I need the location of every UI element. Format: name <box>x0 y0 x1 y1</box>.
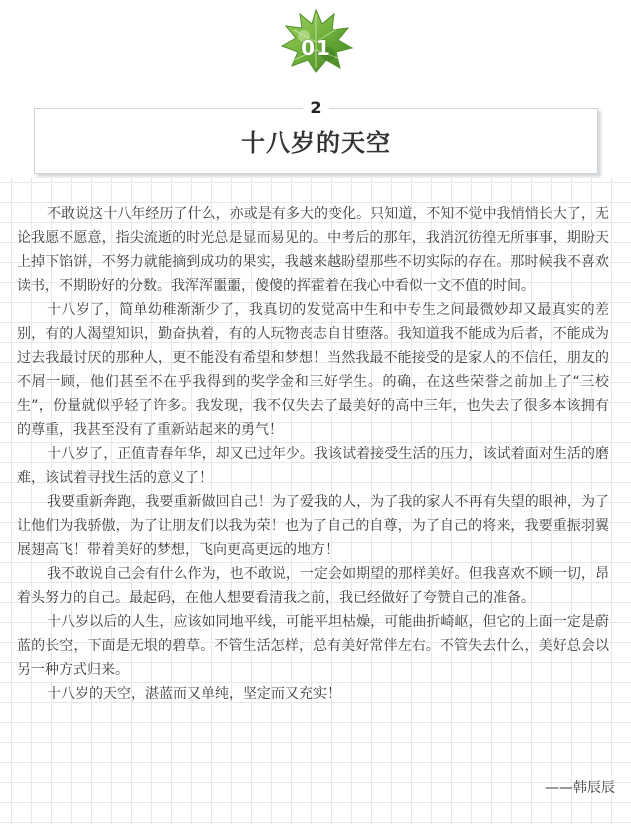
author-signature: ——韩辰辰 <box>545 780 615 796</box>
paragraph-7: 十八岁的天空，湛蓝而又单纯，坚定而又充实！ <box>47 686 341 702</box>
article-body <box>17 202 609 706</box>
paragraph-1: 不敢说这十八年经历了什么，亦或是有多大的变化。只知道，不知不觉中我悄悄长大了，无论我愿不愿意，指尖流逝的时光总是显而易见的。中考后的那年，我消沉彷徨无所事事，期盼天上掉下馅饼，不努力就能摘到成功的果实，我越来越盼望那些不切实际的存在。那时候我不喜欢读书，不期盼好的分数。我浑浑噩噩，傻傻的挥霍着在我心中看似一文不值的时间。 <box>17 206 609 294</box>
leaf-number: 01 <box>301 36 331 60</box>
article-title: 十八岁的天空 <box>241 129 391 157</box>
paragraph-2: 十八岁了，简单幼稚渐渐少了，我真切的发觉高中生和中专生之间最微妙却又最真实的差别，有的人渴望知识，勤奋执着，有的人玩物丧志自甘堕落。我知道我不能成为后者，不能成为过去我最讨厌的那种人，更不能没有希望和梦想！当然我最不能接受的是家人的不信任，朋友的不屑一顾，他们甚至不在乎我得到的奖学金和三好学生。的确，在这些荣誉之前加上了“三校生”，份量就似乎轻了许多。我发现，我不仅失去了最美好的高中三年，也失去了很多本该拥有的尊重，我甚至没有了重新站起来的勇气！ <box>17 302 609 438</box>
leaf-badge <box>276 6 356 76</box>
paragraph-4: 我要重新奔跑，我要重新做回自己！为了爱我的人，为了我的家人不再有失望的眼神，为了让他们为我骄傲，为了让朋友们以我为荣！也为了自己的自尊，为了自己的将来，我要重振羽翼展翅高飞！带着美好的梦想，飞向更高更远的地方！ <box>17 494 609 558</box>
paragraph-3: 十八岁了，正值青春年华，却又已过年少。我该试着接受生活的压力，该试着面对生活的磨难，该试着寻找生活的意义了！ <box>17 446 609 486</box>
paragraph-5: 我不敢说自己会有什么作为，也不敢说，一定会如期望的那样美好。但我喜欢不顾一切，昂着头努力的自己。最起码，在他人想要看清我之前，我已经做好了夸赞自己的准备。 <box>17 566 609 606</box>
section-number: 2 <box>303 98 329 118</box>
paragraph-6: 十八岁以后的人生，应该如同地平线，可能平坦枯燥，可能曲折崎岖，但它的上面一定是蔚蓝的长空，下面是无垠的碧草。不管生活怎样，总有美好常伴左右。不管失去什么，美好总会以另一种方式归来。 <box>17 614 609 678</box>
